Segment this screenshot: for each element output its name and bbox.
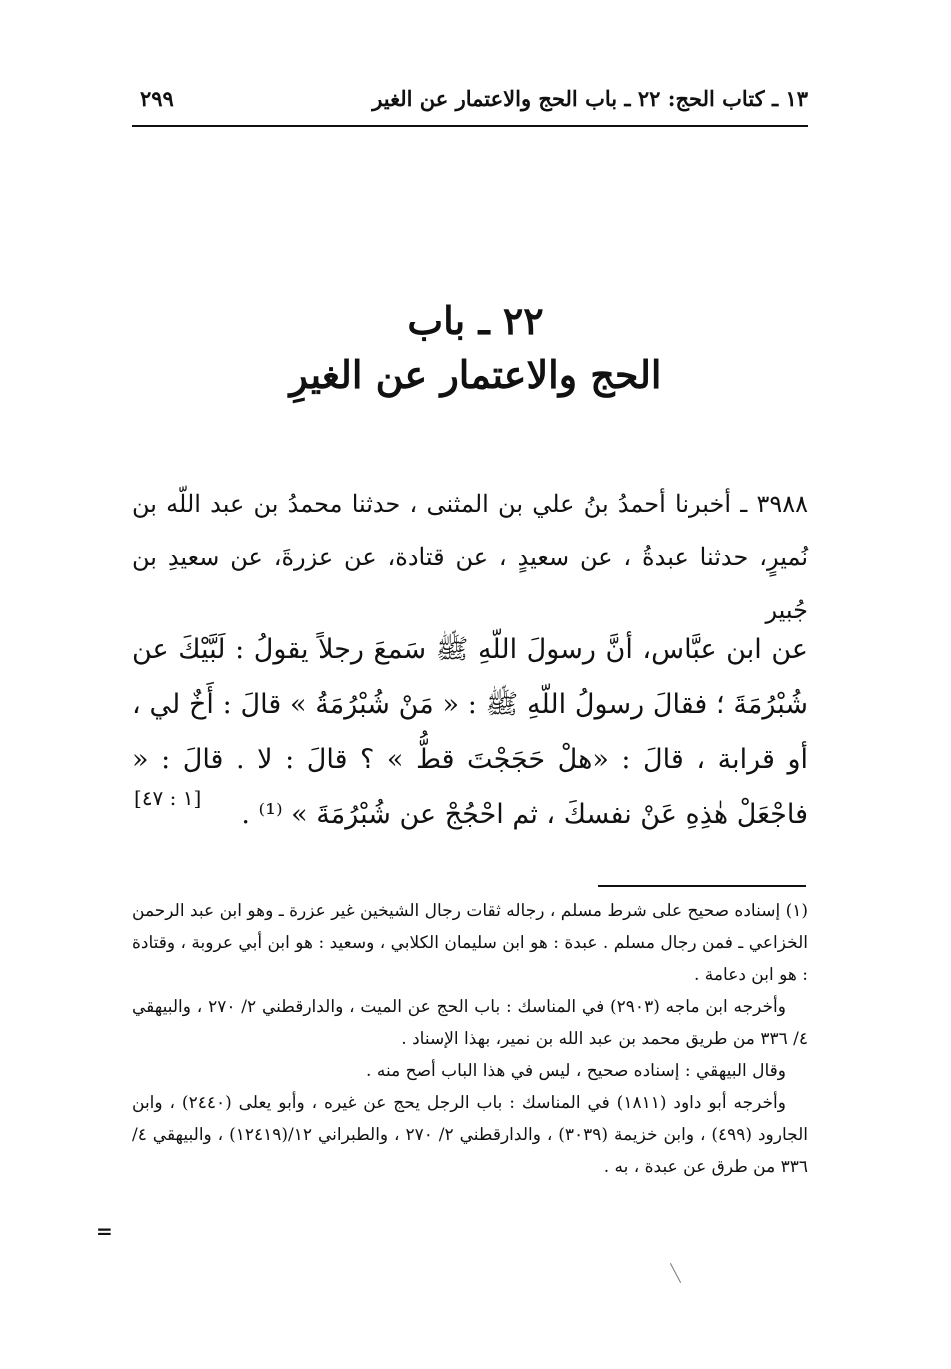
hadith-isnad: ٣٩٨٨ ـ أخبرنا أحمدُ بنُ علي بن المثنى ، حدثنا محمدُ بن عبد اللّه بن نُميرٍ، حدثنا عبدةُ ، عن سعيدٍ ، عن قتادة، عن عزرةَ، عن سعيدِ بن جُبير — [132, 490, 808, 624]
page-number: ٢٩٩ — [140, 86, 174, 111]
chapter-number: ٢٢ ـ باب — [407, 298, 544, 343]
continuation-mark: = — [96, 1219, 113, 1243]
footnote-paragraph: وقال البيهقي : إسناده صحيح ، ليس في هذا الباب أصح منه . — [366, 1061, 786, 1081]
chapter-title: الحج والاعتمار عن الغيرِ — [289, 352, 662, 397]
running-header — [132, 86, 808, 122]
hadith-matn: عن ابن عبَّاس، أنَّ رسولَ اللّهِ ﷺ سَمعَ رجلاً يقولُ : لَبَّيْكَ عن شُبْرُمَةَ ؛ فقالَ رسولُ اللّهِ ﷺ : « مَنْ شُبْرُمَةُ » قالَ : أَخٌ لي ، أو قرابة ، قالَ : «هلْ حَجَجْتَ قطُّ » ؟ قالَ : لا . قالَ : « فاجْعَلْ هٰذِهِ عَنْ نفسكَ ، ثم احْجُجْ عن شُبْرُمَةَ » ⁽¹⁾ . — [132, 634, 808, 830]
footnote-rule — [598, 885, 806, 887]
running-header-title: ١٣ ـ كتاب الحج: ٢٢ ـ باب الحج والاعتمار عن الغير — [372, 86, 808, 111]
hadith-reference: [١ : ٤٧] — [134, 786, 202, 810]
stray-pen-mark — [670, 1263, 681, 1283]
footnotes — [132, 895, 808, 1183]
footnote-paragraph: وأخرجه أبو داود (١٨١١) في المناسك : باب الرجل يحج عن غيره ، وأبو يعلى (٢٤٤٠) ، وابن الجارود (٤٩٩) ، وابن خزيمة (٣٠٣٩) ، والدارقطني ٢/ ٢٧٠ ، والطبراني ١٢/(١٢٤١٩) ، والبيهقي ٤/ ٣٣٦ من طرق عن عبدة ، به . — [132, 1093, 809, 1177]
footnote-paragraph: وأخرجه ابن ماجه (٢٩٠٣) في المناسك : باب الحج عن الميت ، والدارقطني ٢/ ٢٧٠ ، والبيهقي ٤/ ٣٣٦ من طريق محمد بن عبد الله بن نمير، بهذا الإسناد . — [132, 997, 808, 1049]
footnote-paragraph: (١) إسناده صحيح على شرط مسلم ، رجاله ثقات رجال الشيخين غير عزرة ـ وهو ابن عبد الرحمن الخزاعي ـ فمن رجال مسلم . عبدة : هو ابن سليمان الكلابي ، وسعيد : هو ابن أبي عروبة ، وقتادة : هو ابن دعامة . — [132, 901, 809, 985]
header-rule — [132, 125, 808, 127]
